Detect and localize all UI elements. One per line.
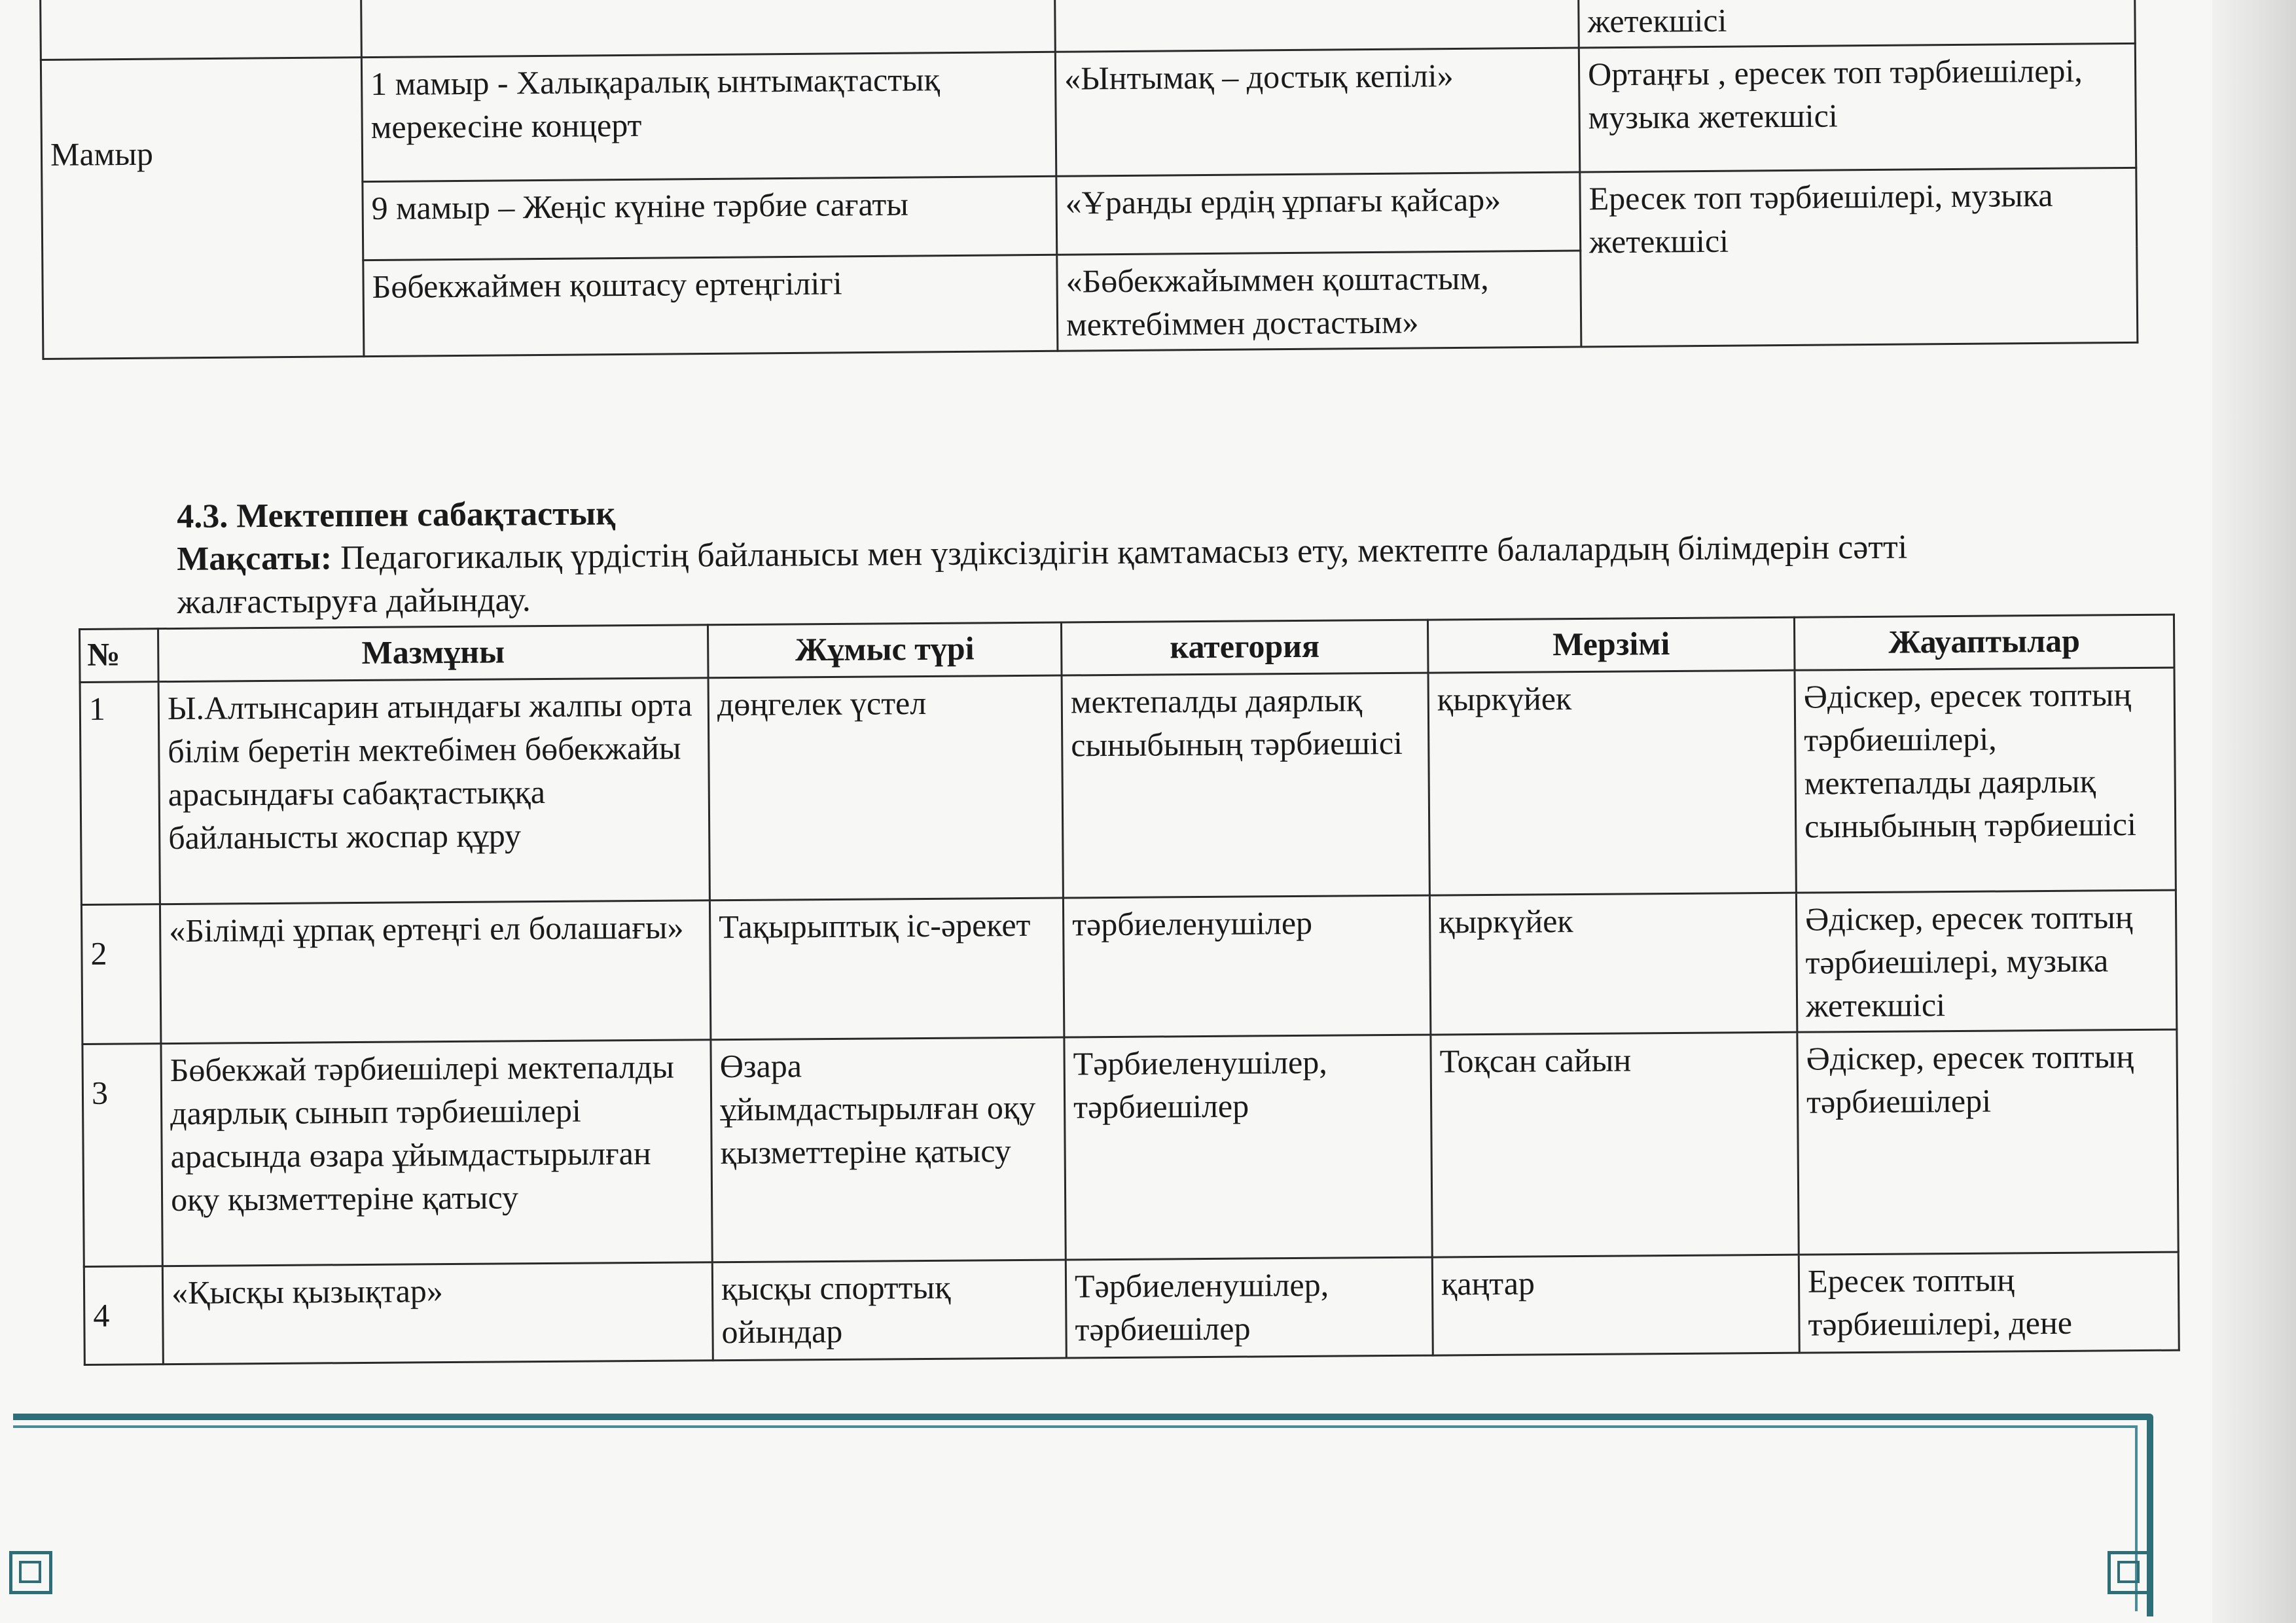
work-type-cell: Өзара ұйымдастырылған оқу қызметтеріне қатысу [711,1037,1066,1262]
work-type-cell: қысқы спорттық ойындар [712,1260,1066,1361]
table-row [41,43,2136,184]
header-category: категория [1061,620,1428,675]
header-content: Мазмұны [158,625,709,682]
goal-label: Мақсаты: [177,539,332,578]
cell-empty [361,0,1055,58]
work-type-cell: дөңгелек үстел [708,675,1063,901]
term-cell: қыркүйек [1428,670,1796,895]
continuity-table [79,614,2180,1366]
term-cell: Тоқсан сайын [1431,1032,1799,1257]
corner-ornament-icon [2108,1551,2151,1594]
theme-cell: «Ынтымақ – достық кепілі» [1055,48,1579,176]
theme-cell: «Ұранды ердің ұрпағы қайсар» [1056,172,1581,255]
responsible-cell: Әдіскер, ересек топтың тәрбиешілері, мектепалды даярлық сыныбының тәрбиешісі [1795,668,2176,893]
events-table [39,0,2138,360]
cell-empty [1054,0,1579,52]
responsible-cell: Әдіскер, ересек топтың тәрбиешілері [1797,1029,2178,1255]
header-number: № [80,629,159,683]
responsible-cell: Ересек топ тәрбиешілері, музыка жетекшісі [1580,168,2138,347]
row-number: 1 [80,682,160,905]
cell-empty [41,0,362,60]
header-responsible: Жауаптылар [1794,615,2174,670]
category-cell: мектепалды даярлық сыныбының тәрбиешісі [1062,673,1429,898]
event-cell: Бөбекжаймен қоштасу ертеңгілігі [363,255,1058,356]
category-cell: Тәрбиеленушілер, тәрбиешілер [1064,1035,1432,1260]
section-goal [177,525,2062,624]
row-number: 3 [82,1044,162,1267]
row-number: 2 [81,904,160,1044]
table-row [84,1252,2179,1364]
goal-text: Педагогикалық үрдістің байланысы мен үздіксіздігін қамтамасыз ету, мектепте балалардың білімдерін сәтті жалғастыруға дайындау. [177,528,1908,621]
cell-responsible-tail: жетекшісі [1578,0,2135,48]
responsible-cell: Әдіскер, ересек топтың тәрбиешілері, музыка жетекшісі [1796,890,2176,1032]
table-row [80,668,2176,904]
month-cell: Мамыр [41,58,364,359]
content-cell: Бөбекжай тәрбиешілері мектепалды даярлық сынып тәрбиешілері арасында өзара ұйымдастырылған оқу қызметтеріне қатысу [161,1040,712,1266]
content-cell: Ы.Алтынсарин атындағы жалпы орта білім беретін мектебімен бөбекжайы арасындағы сабақтастыққа байланысты жоспар құру [158,678,709,904]
responsible-cell: Ортаңғы , ересек топ тәрбиешілері, музыка жетекшісі [1579,43,2136,172]
corner-ornament-icon [9,1551,52,1594]
term-cell: қыркүйек [1429,893,1797,1035]
term-cell: қаңтар [1432,1255,1799,1355]
event-cell: 9 мамыр – Жеңіс күніне тәрбие сағаты [363,176,1057,260]
table-row [81,890,2176,1044]
header-term: Мерзімі [1427,617,1795,673]
content-cell: «Қысқы қызықтар» [162,1262,713,1364]
page-edge-shadow [2212,0,2296,1623]
category-cell: тәрбиеленушілер [1063,895,1430,1037]
table-row [82,1029,2178,1266]
category-cell: Тәрбиеленушілер, тәрбиешілер [1066,1257,1433,1358]
event-cell: 1 мамыр - Халықаралық ынтымақтастық мерекесіне концерт [361,52,1056,181]
work-type-cell: Тақырыптық іс-әрекет [709,898,1064,1040]
theme-cell: «Бөбекжайыммен қоштастым, мектебіммен достастым» [1057,251,1581,351]
responsible-cell: Ересек топтың тәрбиешілері, дене [1799,1252,2179,1353]
page-frame-inner-border [13,1425,2138,1611]
content-cell: «Білімді ұрпақ ертеңгі ел болашағы» [160,901,710,1044]
row-number: 4 [84,1266,163,1365]
header-work-type: Жұмыс түрі [708,622,1062,678]
section-title: 4.3. Мектеппен сабақтастық [177,495,616,535]
